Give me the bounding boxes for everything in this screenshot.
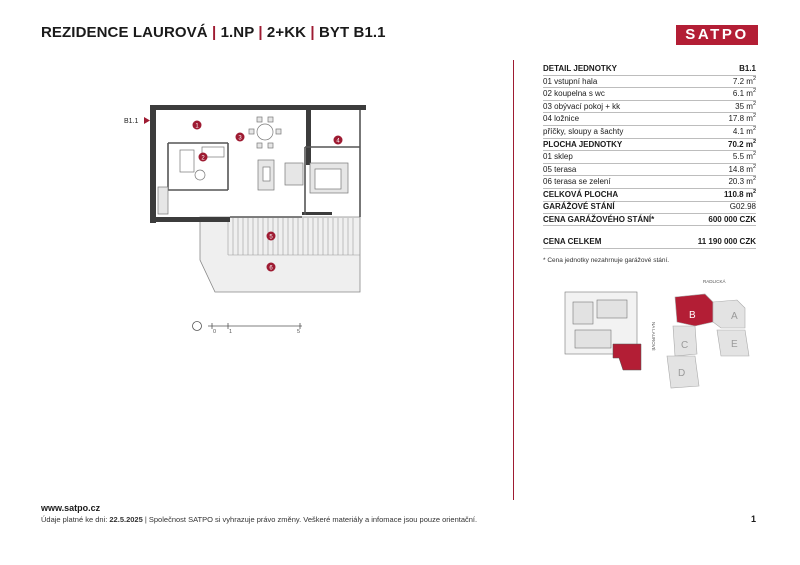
table-header-row xyxy=(543,63,756,76)
column-divider xyxy=(513,60,514,500)
unit-label: BYT B1.1 xyxy=(318,24,386,41)
building-label: C xyxy=(681,340,689,351)
entrance-unit-label: B1.1 xyxy=(124,118,139,125)
project-name: REZIDENCE LAUROVÁ xyxy=(41,24,208,41)
room-name: 01 sklep xyxy=(543,152,573,162)
total-price-table xyxy=(543,236,756,249)
total-area-value: 110.8 $m^2$ xyxy=(724,188,756,199)
room-number: 6 xyxy=(269,265,273,272)
table-row xyxy=(543,176,756,189)
room-number: 3 xyxy=(238,135,242,142)
table-row xyxy=(543,151,756,164)
table-row xyxy=(543,164,756,177)
street-label-side: NA LAUROVÉ xyxy=(651,322,656,351)
table-row xyxy=(543,126,756,139)
scale-tick-label: 0 xyxy=(213,329,217,335)
table-heading-value: B1.1 xyxy=(739,64,756,73)
title-separator: | xyxy=(258,24,263,41)
total-price-value: 11 190 000 CZK xyxy=(697,237,756,246)
page-number: 1 xyxy=(751,514,757,524)
page-title xyxy=(41,24,386,41)
table-row xyxy=(543,88,756,101)
street-label-top: RADLICKÁ xyxy=(703,279,726,284)
unit-area-value: 70.2 $m^2$ xyxy=(728,138,756,149)
garage-price-row xyxy=(543,214,756,227)
footer-disclaimer: Údaje platné ke dni: 22.5.2025 | Společnost SATPO si vyhrazuje právo změny. Veškeré materiály a infomace jsou pouze orientační. xyxy=(41,515,478,524)
satpo-logo: SATPO xyxy=(676,25,758,45)
north-arrow-icon xyxy=(193,322,202,331)
table-row xyxy=(543,76,756,89)
room-area: 4.1 $m^2$ xyxy=(732,125,756,136)
garage-row xyxy=(543,201,756,214)
unit-area-row xyxy=(543,139,756,152)
building-label: A xyxy=(731,311,738,322)
furniture xyxy=(158,117,348,214)
building-label: E xyxy=(731,339,738,350)
price-note: * Cena jednotky nezahrnuje garážové stání. xyxy=(543,257,670,264)
total-area-label: CELKOVÁ PLOCHA xyxy=(543,189,619,199)
terrace-area xyxy=(200,217,360,292)
room-area: 17.8 $m^2$ xyxy=(728,113,756,124)
room-number: 1 xyxy=(195,123,199,130)
title-separator: | xyxy=(310,24,315,41)
total-area-row xyxy=(543,189,756,202)
room-name: 05 terasa xyxy=(543,164,577,174)
room-area: 35 $m^2$ xyxy=(735,100,756,111)
garage-value: G02.98 xyxy=(729,202,756,211)
layout-label: 2+KK xyxy=(266,24,307,41)
selected-unit-location xyxy=(613,344,641,370)
garage-price-value: 600 000 CZK xyxy=(708,214,756,224)
total-price-row xyxy=(543,236,756,249)
scale-tick-label: 1 xyxy=(229,329,233,335)
building-a xyxy=(713,300,745,328)
website-link[interactable]: www.satpo.cz xyxy=(41,503,101,513)
garage-label: GARÁŽOVÉ STÁNÍ xyxy=(543,202,615,211)
table-row xyxy=(543,113,756,126)
room-name: 01 vstupní hala xyxy=(543,76,598,86)
table-heading: DETAIL JEDNOTKY xyxy=(543,64,617,73)
building-label: D xyxy=(678,368,686,379)
room-number: 4 xyxy=(336,138,340,145)
garage-table xyxy=(543,201,756,226)
room-name: 04 ložnice xyxy=(543,114,580,124)
validity-date: 22.5.2025 xyxy=(109,515,143,524)
unit-detail-table xyxy=(543,63,756,202)
room-area: 7.2 $m^2$ xyxy=(732,75,756,86)
room-area: 5.5 $m^2$ xyxy=(732,151,756,162)
entrance-arrow-icon xyxy=(144,117,150,124)
garage-price-label: CENA GARÁŽOVÉHO STÁNÍ* xyxy=(543,214,655,224)
total-price-label: CENA CELKEM xyxy=(543,237,602,246)
floor-label: 1.NP xyxy=(220,24,255,41)
title-separator: | xyxy=(212,24,217,41)
room-name: 03 obývací pokoj + kk xyxy=(543,101,621,111)
room-number: 2 xyxy=(201,155,205,162)
table-row xyxy=(543,101,756,114)
site-plan xyxy=(545,272,770,402)
room-area: 6.1 $m^2$ xyxy=(732,88,756,99)
unit-area-label: PLOCHA JEDNOTKY xyxy=(543,139,623,149)
room-name: 02 koupelna s wc xyxy=(543,89,605,99)
floor-plan xyxy=(120,95,380,340)
room-area: 20.3 $m^2$ xyxy=(728,176,756,187)
room-area: 14.8 $m^2$ xyxy=(728,163,756,174)
building-label: B xyxy=(689,310,696,321)
scale-tick-label: 5 xyxy=(297,329,301,335)
room-number: 5 xyxy=(269,234,273,241)
scale-bar xyxy=(193,322,303,336)
room-name: 06 terasa se zelení xyxy=(543,177,611,187)
room-name: příčky, sloupy a šachty xyxy=(543,126,624,136)
